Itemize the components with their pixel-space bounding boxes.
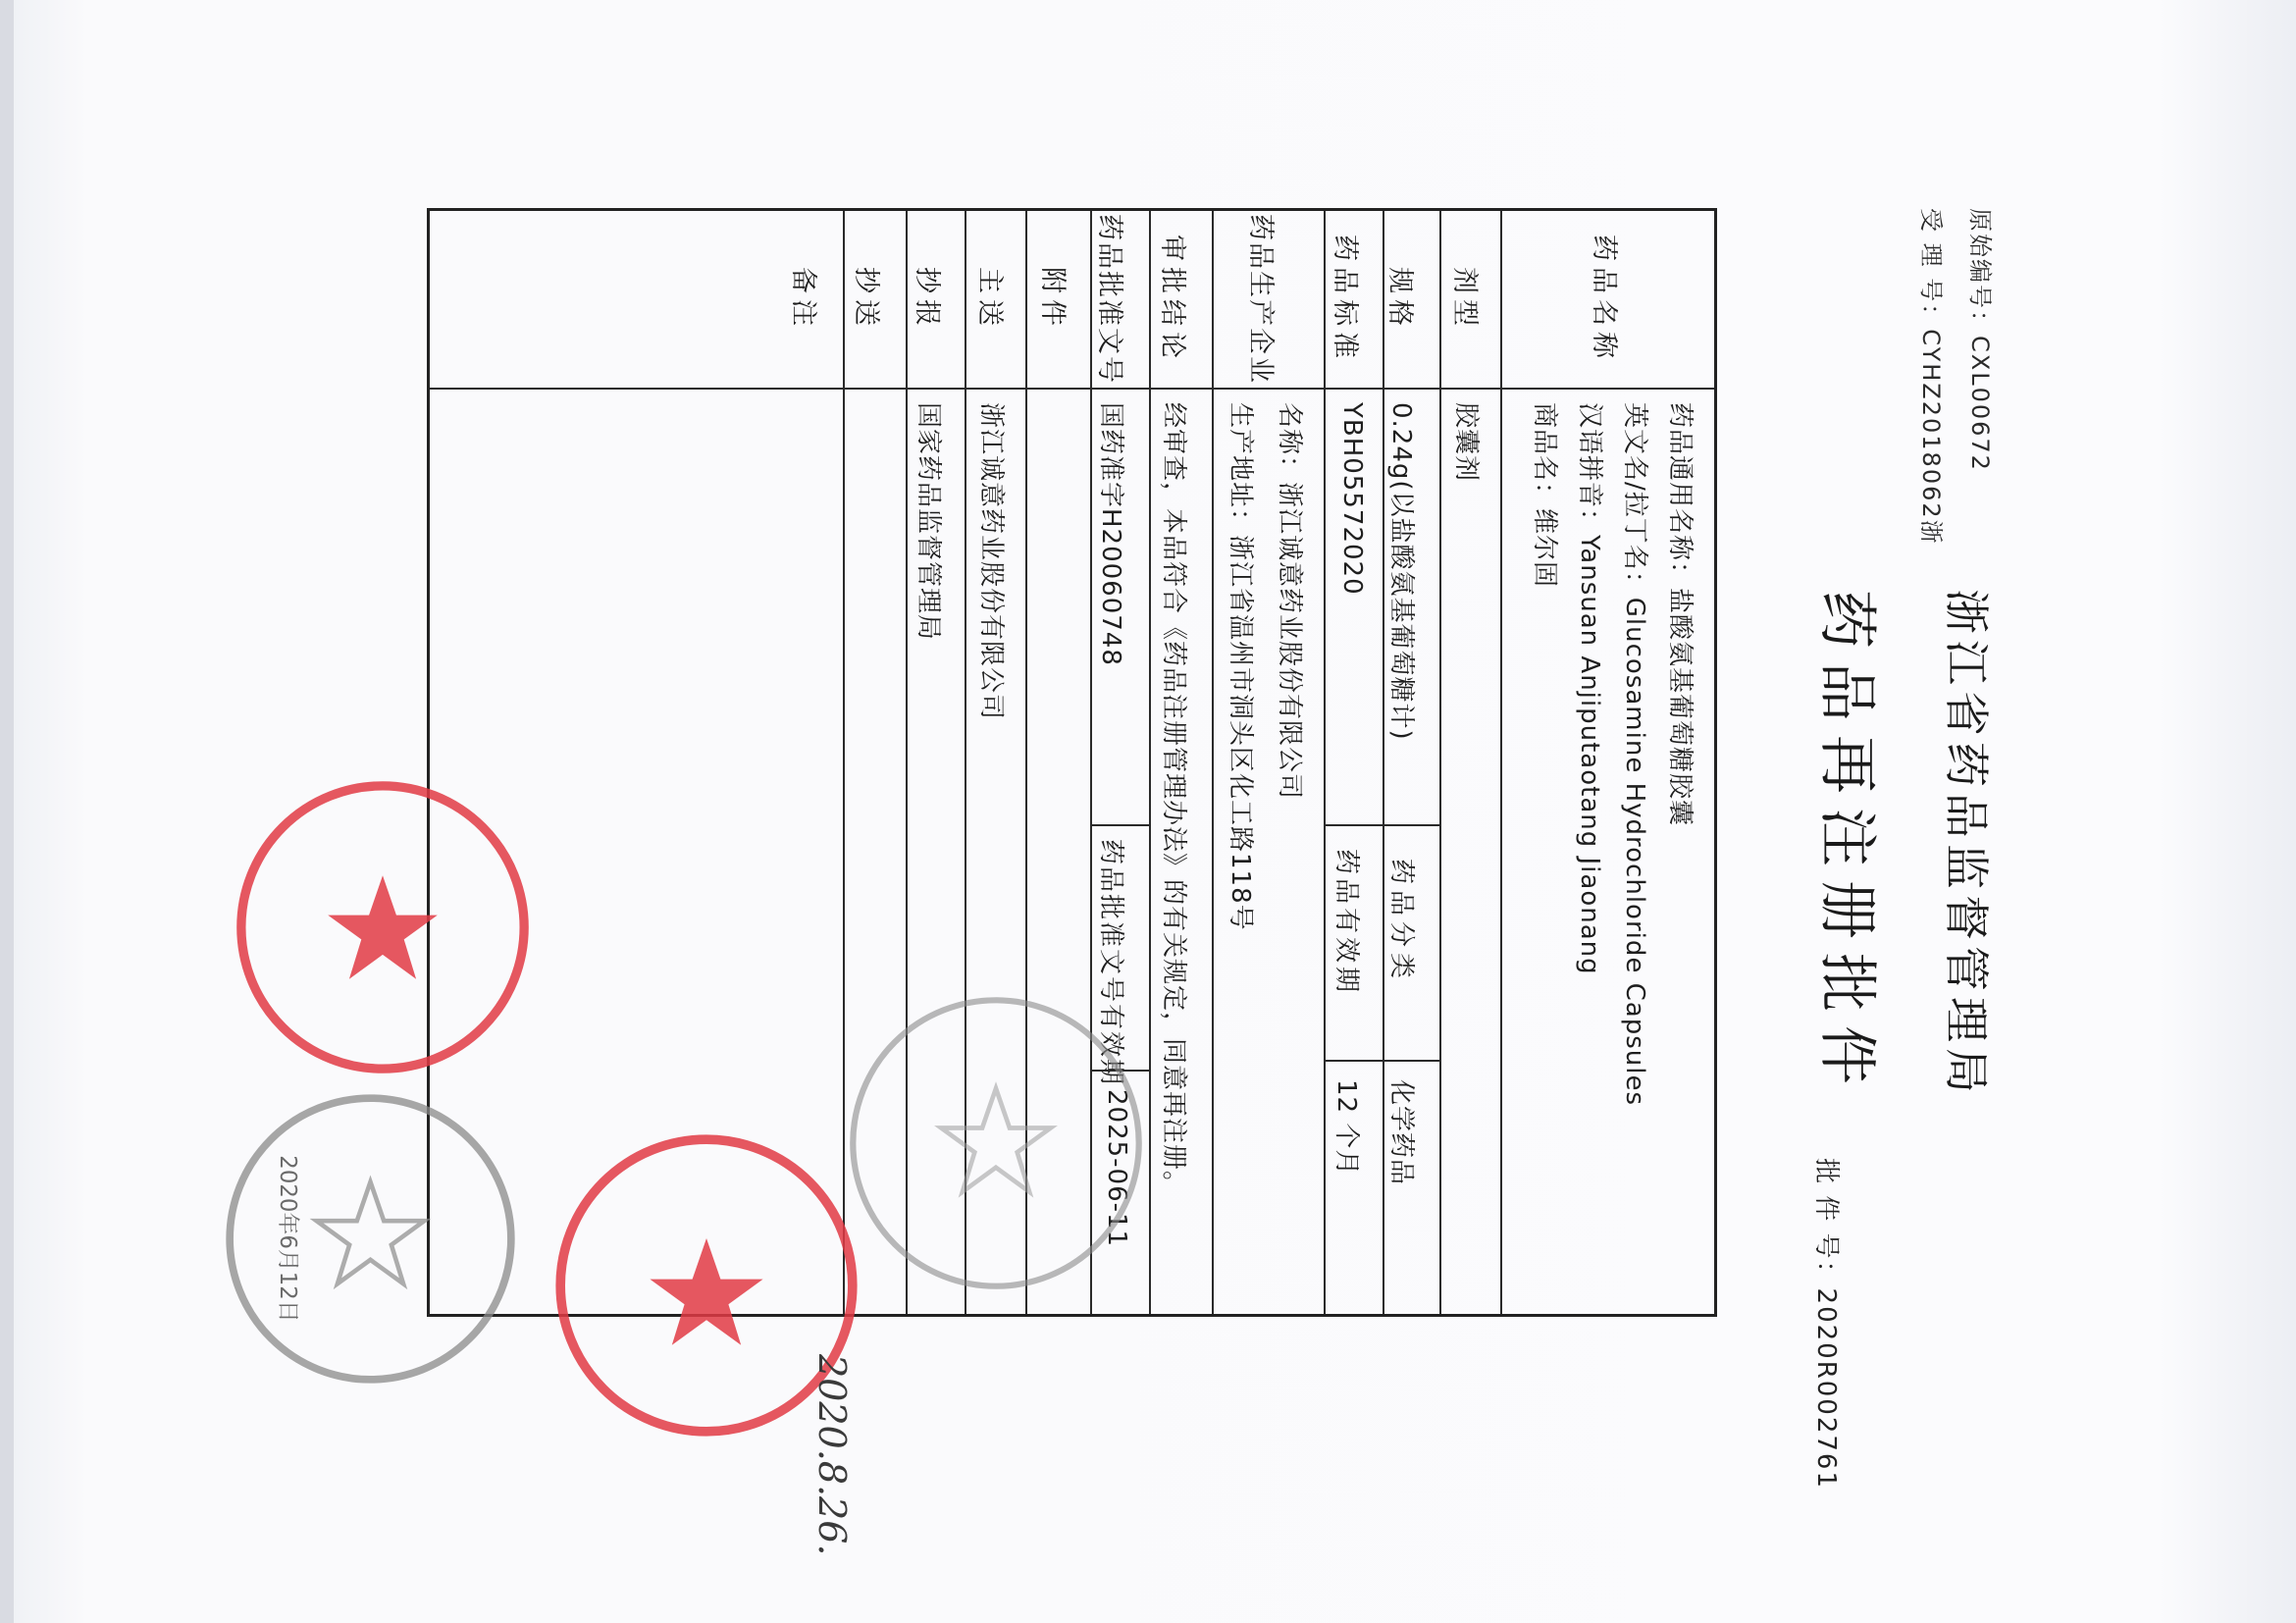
conclusion-text: 经审查，本品符合《药品注册管理办法》的有关规定，同意再注册。: [1159, 402, 1188, 1198]
label-divider: [430, 388, 1714, 390]
trade-name: 商品名：维尔固: [1530, 402, 1559, 589]
document-title: 药品再注册批件: [1812, 590, 1881, 1098]
issuer-seal-ring: [844, 991, 1148, 1295]
approval-no-label: 药品批准文号: [1094, 214, 1124, 385]
standard-value: YBH05572020: [1337, 402, 1367, 596]
main-to: 浙江诚意药业股份有限公司: [976, 402, 1006, 721]
spec-label: 规格: [1384, 267, 1415, 332]
manufacturer-label: 药品生产企业: [1245, 214, 1276, 385]
row-line: [1149, 211, 1151, 1314]
attachment-label: 附件: [1037, 267, 1068, 332]
report-to-label: 抄报: [912, 267, 942, 332]
manufacturer-address: 生产地址：浙江省温州市洞头区化工路118号: [1226, 402, 1255, 931]
pharmacy-seal-1: [231, 775, 535, 1079]
batch-number: 批 件 号：2020R002761: [1811, 1158, 1841, 1491]
generic-name: 药品通用名称：盐酸氨基葡萄糖胶囊: [1665, 402, 1695, 827]
cell-divider: [1326, 824, 1384, 826]
standard-label: 药品标准: [1330, 235, 1360, 364]
issuer-seal: [221, 1089, 520, 1388]
validity-label: 药品有效期: [1331, 849, 1361, 997]
row-line: [1212, 211, 1214, 1314]
issuing-authority: 浙江省药品监督管理局: [1940, 589, 1993, 1099]
cell-divider: [1092, 824, 1151, 826]
manufacturer-name: 名称：浙江诚意药业股份有限公司: [1275, 402, 1304, 801]
approval-expiry-label: 药品批准文号有效期: [1096, 839, 1125, 1087]
issuer-seal-date: 2020年6月12日: [275, 1155, 300, 1323]
row-line: [1383, 211, 1384, 1314]
drug-name-label: 药品名称: [1589, 235, 1619, 364]
spec-value: 0.24g(以盐酸氨基葡萄糖计): [1386, 402, 1416, 741]
approval-expiry: 2025-06-11: [1102, 1089, 1131, 1248]
approval-no: 国药准字H20060748: [1096, 402, 1125, 666]
row-line: [1324, 211, 1326, 1314]
english-name: 英文名/拉丁名：Glucosamine Hydrochloride Capsules: [1620, 402, 1649, 1107]
row-line: [1500, 211, 1502, 1314]
category-label: 药品分类: [1386, 859, 1416, 985]
report-to: 国家药品监督管理局: [913, 402, 943, 642]
cc-label: 抄送: [851, 267, 881, 332]
dosage-form: 胶囊剂: [1451, 402, 1481, 483]
pinyin-name: 汉语拼音：Yansuan Anjiputaotang Jiaonang: [1575, 402, 1604, 975]
handwritten-date: 2020.8.26.: [810, 1354, 854, 1556]
validity-value: 12 个月: [1331, 1079, 1361, 1177]
remark-label: 备注: [788, 267, 818, 332]
category-value: 化学药品: [1386, 1079, 1416, 1186]
row-line: [1439, 211, 1441, 1314]
cell-divider: [1326, 1060, 1384, 1062]
main-to-label: 主送: [974, 267, 1005, 332]
conclusion-label: 审批结论: [1157, 235, 1187, 364]
receipt-number: 原始编号：CXL00672: [1966, 208, 1994, 472]
acceptance-number: 受 理 号：CYHZ2018062浙: [1917, 208, 1945, 546]
dosage-form-label: 剂型: [1449, 267, 1480, 332]
